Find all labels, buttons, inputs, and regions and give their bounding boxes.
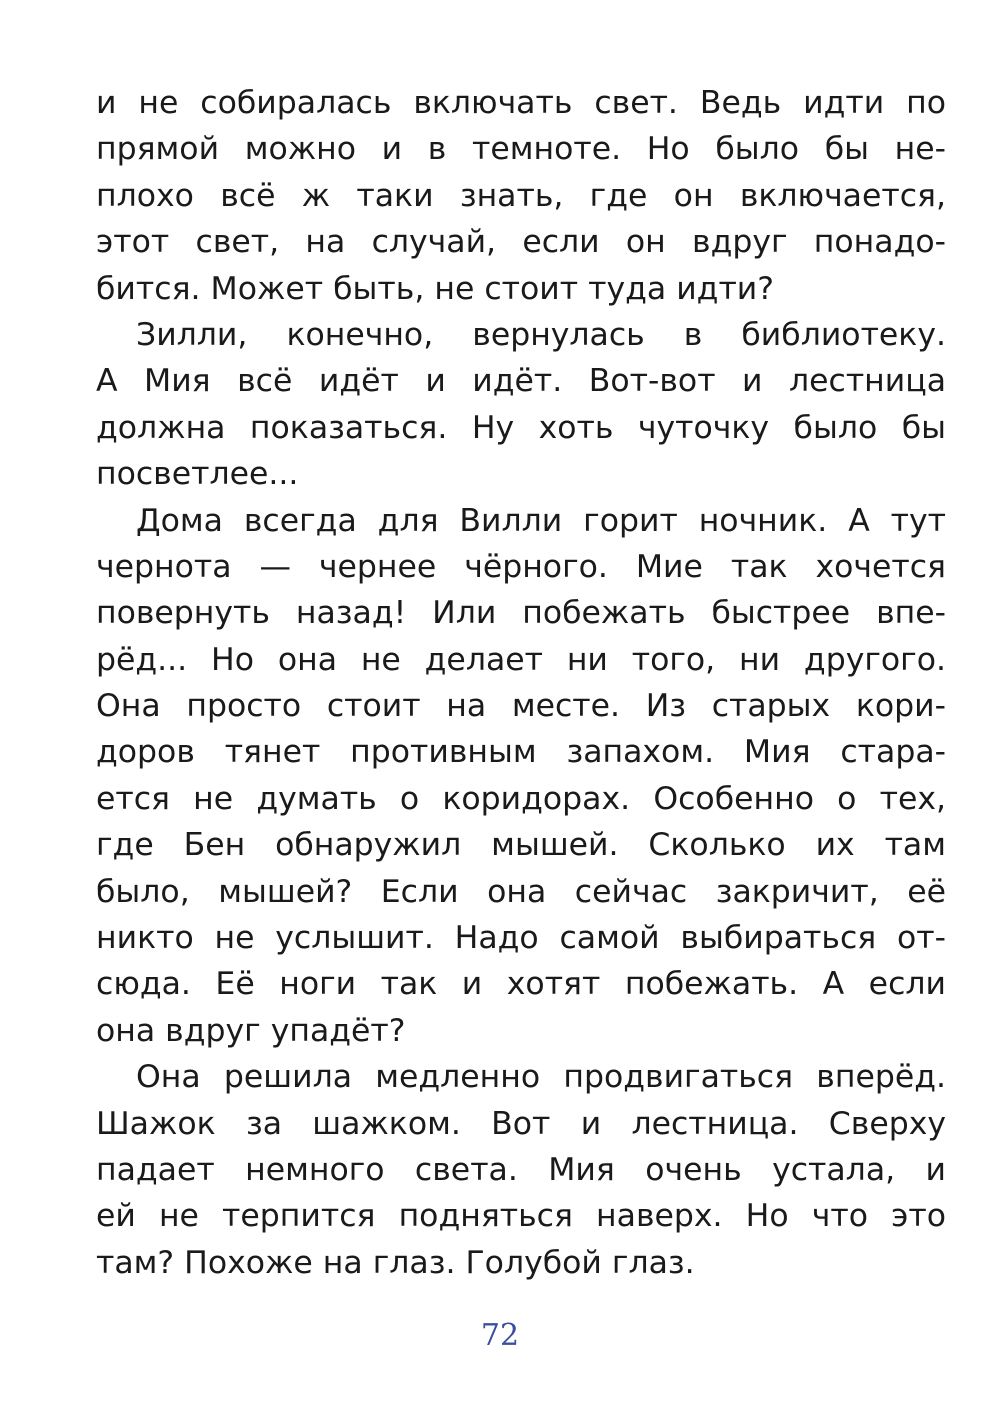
text-line: где Бен обнаружил мышей. Сколько их там [96,827,946,864]
text-line: Шажок за шажком. Вот и лестница. Сверху [96,1105,946,1142]
text-line: ется не думать о коридорах. Особенно о тех, [96,780,946,817]
text-line: ей не терпится подняться наверх. Но что это [96,1198,946,1235]
body-text [96,80,946,1286]
text-line: плохо всё ж таки знать, где он включается, [96,177,946,214]
text-line: Она решила медленно продвигаться вперёд. [136,1059,946,1096]
text-line: повернуть назад! Или побежать быстрее впе- [96,595,946,632]
text-line: сюда. Её ноги так и хотят побежать. А если [96,966,946,1003]
text-line: должна показаться. Ну хоть чуточку было бы [96,409,946,446]
text-line: прямой можно и в темноте. Но было бы не- [96,131,946,168]
page-number: 72 [480,1318,520,1353]
text-line: доров тянет противным запахом. Мия стара- [96,734,946,771]
text-line: и не собиралась включать свет. Ведь идти по [96,85,946,121]
text-line: рёд... Но она не делает ни того, ни другого. [96,641,946,678]
text-line: А Мия всё идёт и идёт. Вот-вот и лестница [96,363,946,400]
text-line: падает немного света. Мия очень устала, и [96,1151,946,1188]
text-line: Дома всегда для Вилли горит ночник. А тут [136,502,946,539]
text-line: Зилли, конечно, вернулась в библиотеку. [136,316,946,353]
text-line: она вдруг упадёт? [96,1012,406,1049]
text-line: чернота — чернее чёрного. Мие так хочется [96,548,946,585]
text-line: там? Похоже на глаз. Голубой глаз. [96,1244,695,1281]
text-line: никто не услышит. Надо самой выбираться от- [96,920,946,957]
text-line: Она просто стоит на месте. Из старых кори- [96,688,946,725]
text-line: бится. Может быть, не стоит туда идти? [96,270,774,307]
text-line: посветлее... [96,456,299,493]
text-line: этот свет, на случай, если он вдруг понадо- [96,224,946,261]
text-line: было, мышей? Если она сейчас закричит, её [96,873,946,910]
